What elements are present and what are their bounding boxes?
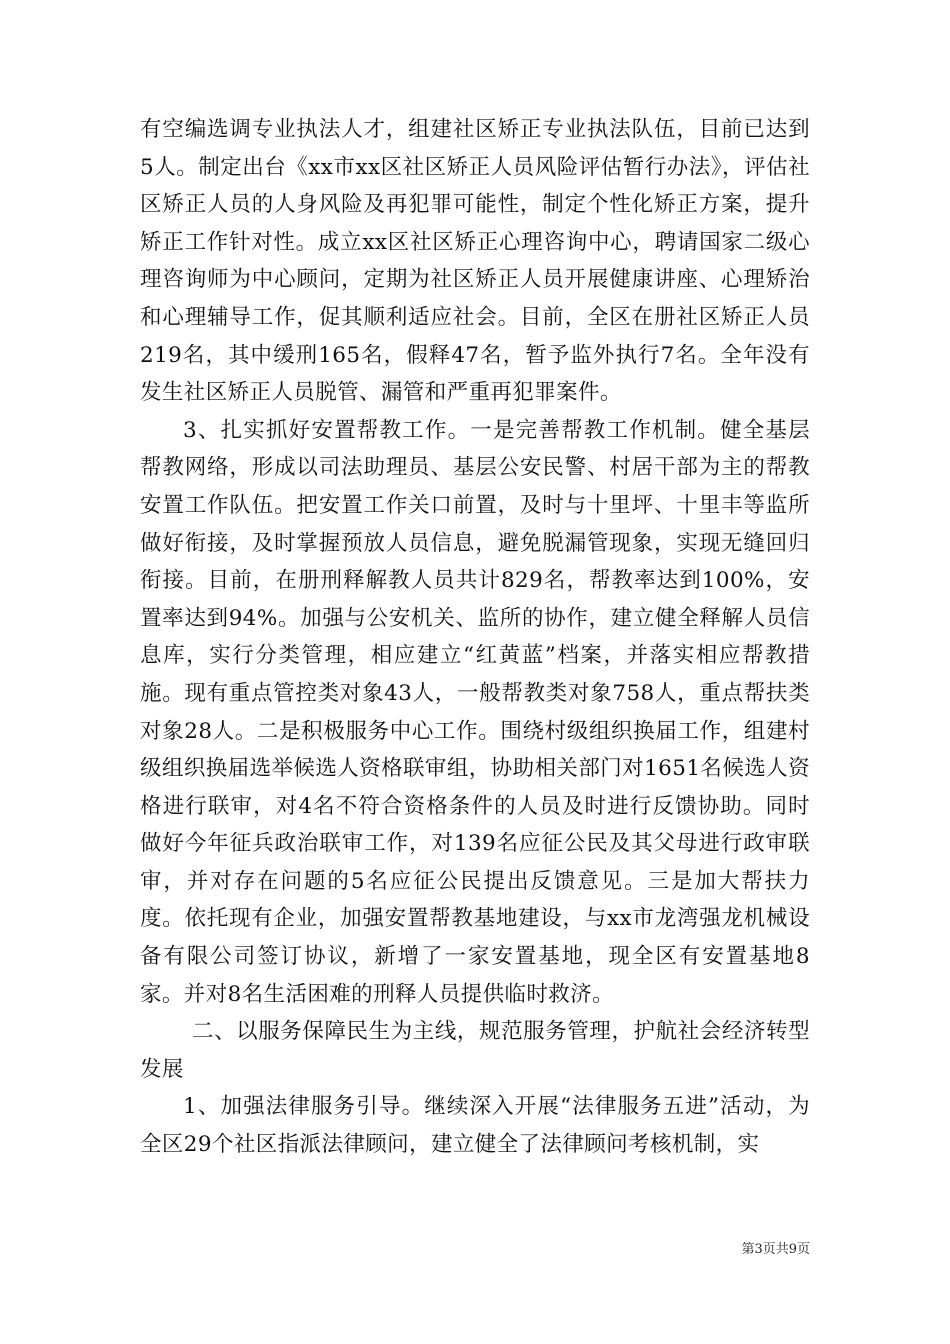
section-heading: 二、以服务保障民生为主线，规范服务管理，护航社会经济转型发展 xyxy=(140,1019,810,1082)
page-number-footer: 第3页共9页 xyxy=(741,1242,810,1257)
document-body xyxy=(140,111,810,1164)
paragraph-legal-service-guidance: 1、加强法律服务引导。继续深入开展“法律服务五进”活动，为全区29个社区指派法律顾问，建立健全了法律顾问考核机制，实 xyxy=(140,1094,810,1158)
paragraph-community-correction: 有空编选调专业执法人才，组建社区矫正专业执法队伍，目前已达到5人。制定出台《xx市xx区社区矫正人员风险评估暂行办法》，评估社区矫正人员的人身风险及再犯罪可能性，制定个性化矫正方案，提升矫正工作针对性。成立xx区社区矫正心理咨询中心，聘请国家二级心理咨询师为中心顾问，定期为社区矫正人员开展健康讲座、心理矫治和心理辅导工作，促其顺利适应社会。目前，全区在册社区矫正人员219名，其中缓刑165名，假释47名，暂予监外执行7名。全年没有发生社区矫正人员脱管、漏管和严重再犯罪案件。 xyxy=(140,117,810,406)
paragraph-resettlement-assistance: 3、扎实抓好安置帮教工作。一是完善帮教工作机制。健全基层帮教网络，形成以司法助理员、基层公安民警、村居干部为主的帮教安置工作队伍。把安置工作关口前置，及时与十里坪、十里丰等监所做好衔接，及时掌握预放人员信息，避免脱漏管现象，实现无缝回归衔接。目前，在册刑释解教人员共计829名，帮教率达到100%，安置率达到94%。加强与公安机关、监所的协作，建立健全释解人员信息库，实行分类管理，相应建立“红黄蓝”档案，并落实相应帮教措施。现有重点管控类对象43人，一般帮教类对象758人，重点帮扶类对象28人。二是积极服务中心工作。围绕村级组织换届工作，组建村级组织换届选举候选人资格联审组，协助相关部门对1651名候选人资格进行联审，对4名不符合资格条件的人员及时进行反馈协助。同时做好今年征兵政治联审工作，对139名应征公民及其父母进行政审联审，并对存在问题的5名应征公民提出反馈意见。三是加大帮扶力度。依托现有企业，加强安置帮教基地建设，与xx市龙湾强龙机械设备有限公司签订协议，新增了一家安置基地，现全区有安置基地8家。并对8名生活困难的刑释人员提供临时救济。 xyxy=(140,417,810,1007)
